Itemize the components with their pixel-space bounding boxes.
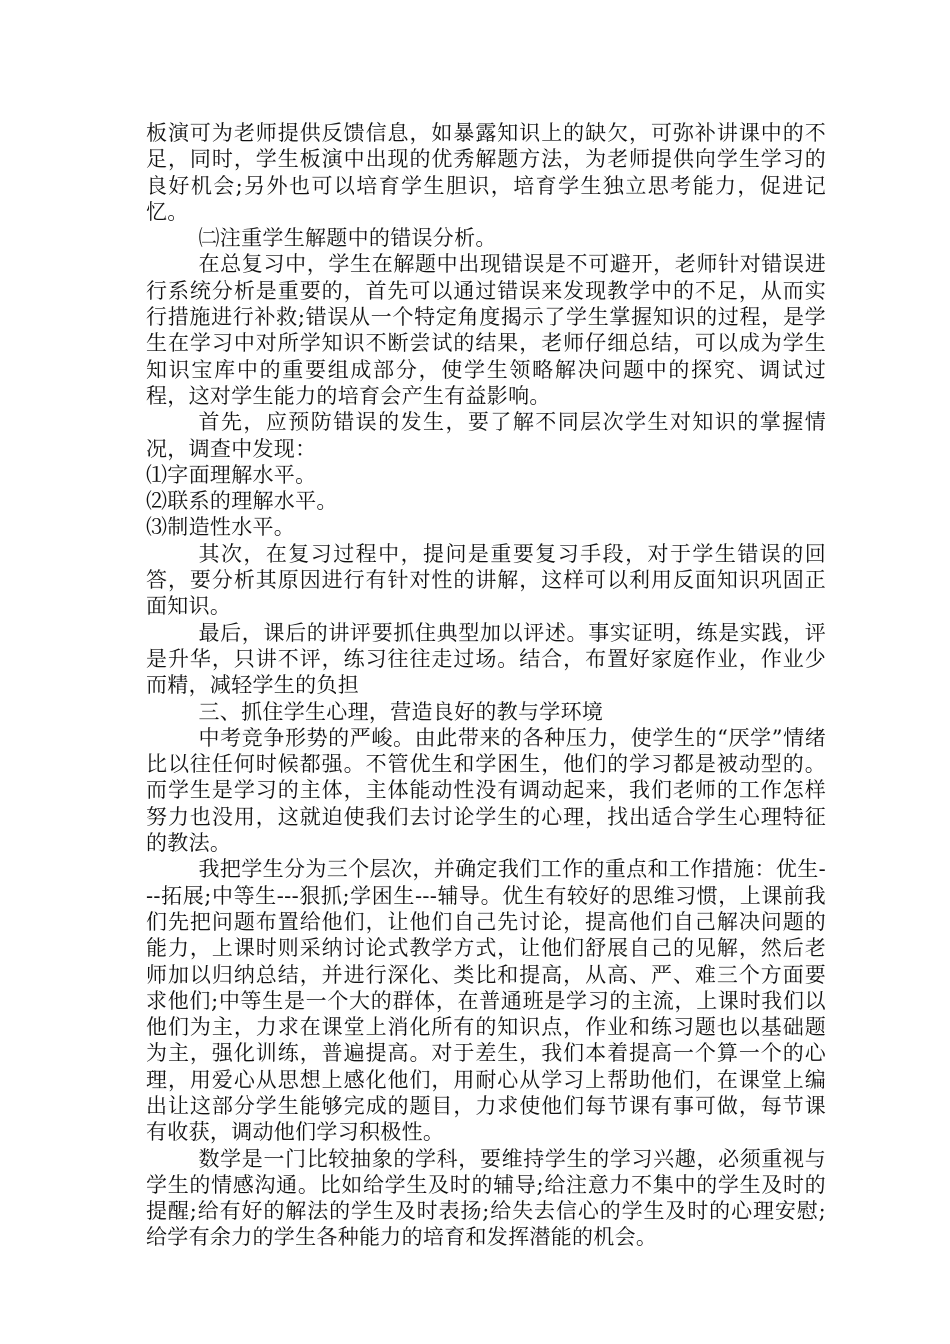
paragraph-emotional-communication: 数学是一门比较抽象的学科，要维持学生的学习兴趣，必须重视与学生的情感沟通。比如给学生及时的辅导;给注意力不集中的学生及时的提醒;给有好的解法的学生及时表扬;给失去信心的学生及时的心理安慰;给学有余力的学生各种能力的培育和发挥潜能的机会。	[146, 1146, 826, 1250]
paragraph-after-class-review: 最后，课后的讲评要抓住典型加以评述。事实证明，练是实践，评是升华，只讲不评，练习往往走过场。结合，布置好家庭作业，作业少而精，减轻学生的负担	[146, 620, 826, 698]
list-item-creative-level: ⑶制造性水平。	[146, 515, 296, 540]
paragraph-questioning: 其次，在复习过程中，提问是重要复习手段，对于学生错误的回答，要分析其原因进行有针对性的讲解，这样可以利用反面知识巩固正面知识。	[146, 541, 826, 619]
paragraph-review-errors: 在总复习中，学生在解题中出现错误是不可避开，老师针对错误进行系统分析是重要的，首先可以通过错误来发现教学中的不足，从而实行措施进行补救;错误从一个特定角度揭示了学生掌握知识的过程，是学生在学习中对所学知识不断尝试的结果，老师仔细总结，可以成为学生知识宝库中的重要组成部分，使学生领略解决问题中的探究、调试过程，这对学生能力的培育会产生有益影响。	[146, 252, 826, 408]
section-heading-error-analysis: ㈡注重学生解题中的错误分析。	[198, 226, 497, 251]
paragraph-board-demo: 板演可为老师提供反馈信息，如暴露知识上的缺欠，可弥补讲课中的不足，同时，学生板演中出现的优秀解题方法，为老师提供向学生学习的良好机会;另外也可以培育学生胆识，培育学生独立思考能力，促进记忆。	[146, 121, 826, 224]
paragraph-exam-pressure: 中考竞争形势的严峻。由此带来的各种压力，使学生的“厌学”情绪比以往任何时候都强。不管优生和学困生，他们的学习都是被动型的。而学生是学习的主体，主体能动性没有调动起来，我们老师的工作怎样努力也没用，这就迫使我们去讨论学生的心理，找出适合学生心理特征的教法。	[146, 725, 826, 856]
list-item-relational-understanding: ⑵联系的理解水平。	[146, 489, 338, 514]
paragraph-prevent-errors: 首先，应预防错误的发生，要了解不同层次学生对知识的掌握情况，调查中发现：	[146, 410, 826, 461]
section-heading-student-psychology: 三、抓住学生心理，营造良好的教与学环境	[198, 699, 604, 724]
document-body	[146, 120, 826, 1251]
paragraph-three-levels: 我把学生分为三个层次，并确定我们工作的重点和工作措施：优生---拓展;中等生---狠抓;学困生---辅导。优生有较好的思维习惯，上课前我们先把问题布置给他们，让他们自己先讨论，提高他们自己解决问题的能力，上课时则采纳讨论式教学方式，让他们舒展自己的见解，然后老师加以归纳总结，并进行深化、类比和提高，从高、严、难三个方面要求他们;中等生是一个大的群体，在普通班是学习的主流，上课时我们以他们为主，力求在课堂上消化所有的知识点，作业和练习题也以基础题为主，强化训练，普遍提高。对于差生，我们本着提高一个算一个的心理，用爱心从思想上感化他们，用耐心从学习上帮助他们，在课堂上编出让这部分学生能够完成的题目，力求使他们每节课有事可做，每节课有收获，调动他们学习积极性。	[146, 857, 826, 1145]
list-item-literal-understanding: ⑴字面理解水平。	[146, 462, 317, 487]
